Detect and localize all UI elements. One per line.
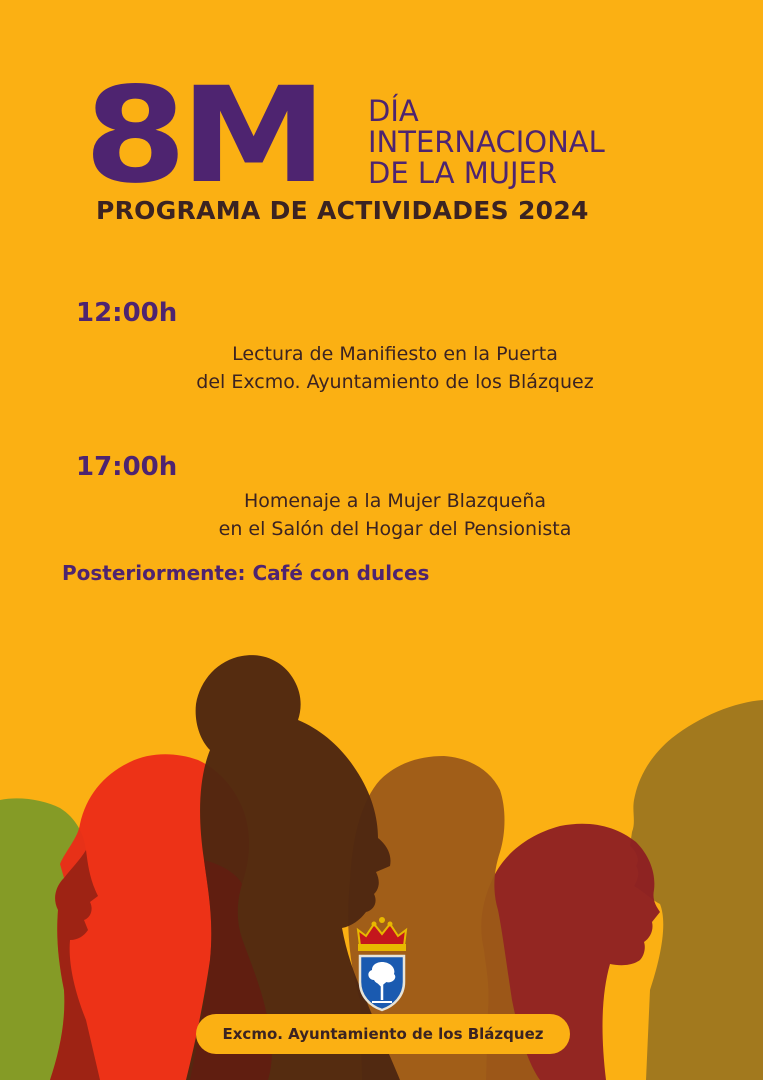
title-line-dia: DÍA [368, 94, 419, 128]
event-2-line-1: Homenaje a la Mujer Blazqueña [243, 490, 547, 512]
event-1-line-2: del Excmo. Ayuntamiento de los Blázquez [196, 371, 594, 393]
municipal-coat-of-arms-icon [352, 916, 412, 1012]
event-1-line-1: Lectura de Manifiesto en la Puerta [232, 343, 558, 365]
title-line-de-la-mujer: DE LA MUJER [368, 156, 558, 190]
title-line-internacional: INTERNACIONAL [368, 125, 605, 159]
programa-heading: PROGRAMA DE ACTIVIDADES 2024 [96, 196, 589, 225]
event-time-1: 12:00h [76, 298, 178, 328]
footer-organizer: Excmo. Ayuntamiento de los Blázquez [196, 1014, 570, 1054]
title-8m: 8M [84, 59, 321, 213]
after-note: Posteriormente: Café con dulces [62, 561, 430, 585]
event-2-line-2: en el Salón del Hogar del Pensionista [218, 518, 572, 540]
event-time-2: 17:00h [76, 452, 178, 482]
